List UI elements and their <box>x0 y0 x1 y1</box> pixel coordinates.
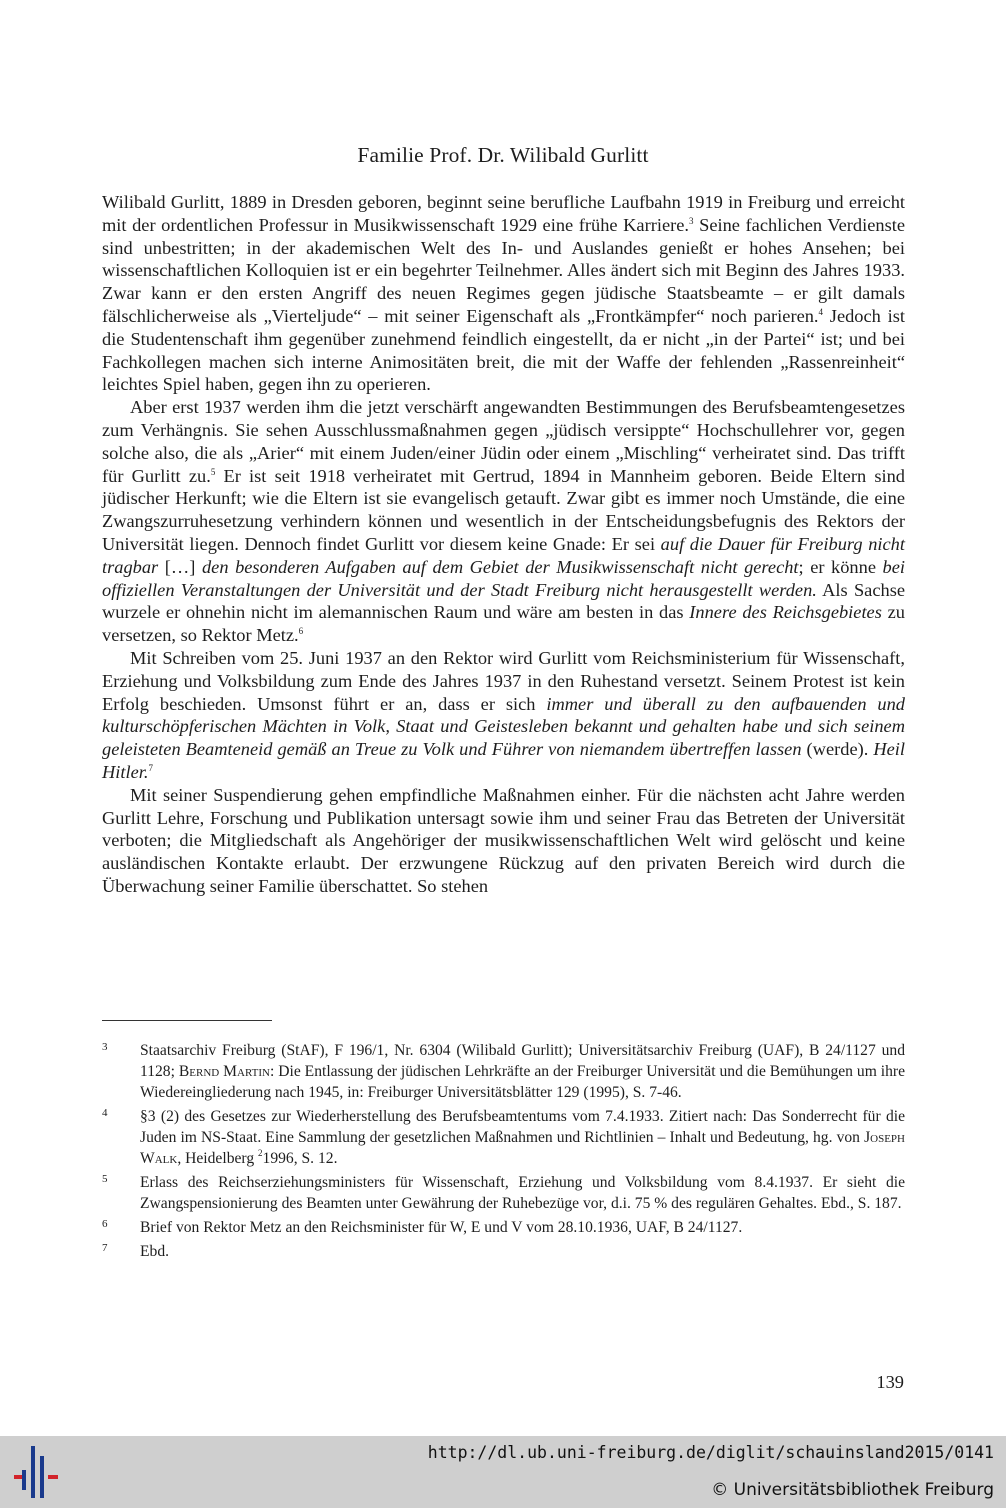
text-run: Aber erst 1937 werden ihm die jetzt verschärft angewandten Bestimmungen des Berufsbeamtengesetzes zum Verhängnis. Sie sehen Ausschlussmaßnahmen gegen „jüdisch versippte“ Hochschullehrer vor, gegen solche also, die als „Arier“ mit einem Juden/einer Jüdin oder einem „Mischling“ verheiratet sind. Das trifft für Gurlitt zu. <box>102 397 905 486</box>
italic-run: Innere des Reichsgebietes <box>689 602 882 623</box>
page-title: Familie Prof. Dr. Wilibald Gurlitt <box>357 143 649 167</box>
italic-run: auf die Dauer für Freiburg nicht tragbar <box>102 533 905 577</box>
text-run: […] <box>158 556 202 577</box>
text-run: Erlass des Reichserziehungsministers für Wissenschaft, Erziehung und Volksbildung vom 8.4.1937. Er sieht die Zwangspensionierung des Beamten unter Gewährung der Ruhebezüge vor, d.i. 75 % des regulären Gehaltes. Ebd., S. 187. <box>140 1174 905 1212</box>
text-run: Mit seiner Suspendierung gehen empfindliche Maßnahmen einher. Für die nächsten acht Jahre werden Gurlitt Lehre, Forschung und Publikation untersagt sowie ihm und seiner Frau das Betreten der Universität verboten; die Mitgliedschaft als Angehöriger der musikwissenschaftlichen Welt wird gelöscht und keine ausländischen Kontakte erlaubt. Der erzwungene Rückzug auf den privaten Bereich wird durch die Überwachung seiner Familie überschattet. So stehen <box>102 784 905 896</box>
footnote-ref: 6 <box>298 626 304 637</box>
text-run: Wilibald Gurlitt, 1889 in Dresden geboren, beginnt seine berufliche Laufbahn 1919 in Freiburg und erreicht mit der ordentlichen Professur in Musikwissenschaft 1929 eine frühe Karriere. <box>102 192 905 235</box>
text-run: zu versetzen, so Rektor Metz. <box>102 602 905 646</box>
footnote-text <box>140 1241 905 1262</box>
italic-run: Heil Hitler. <box>102 739 906 782</box>
italic-run: den besonderen Aufgaben auf dem Gebiet der Musikwissenschaft nicht gerecht <box>201 556 799 577</box>
footnote-ref: 7 <box>148 762 153 773</box>
footer-bar <box>0 1436 1006 1508</box>
paragraph <box>102 784 905 898</box>
text-run: Mit Schreiben vom 25. Juni 1937 an den Rektor wird Gurlitt vom Reichsministerium für Wissenschaft, Erziehung und Volksbildung zum Ende des Jahres 1937 in den Ruhestand versetzt. Seinem Protest ist kein Erfolg beschieden. Umsonst führt er an, dass er sich <box>102 647 905 714</box>
footnote <box>102 1040 905 1103</box>
text-run: Seine fachlichen Verdienste sind unbestritten; in der akademischen Welt des In- und Auslandes genießt er hohes Ansehen; bei wissenschaftlichen Kolloquien ist er ein begehrter Teilnehmer. Alles ändert sich mit Beginn des Jahres 1933. Zwar kann er den ersten Angriff des neuen Regimes gegen jüdische Staatsbeamte – er gilt damals fälschlicherweise als „Vierteljude“ – mit seiner Eigenschaft als „Frontkämpfer“ noch parieren. <box>102 214 905 326</box>
ub-freiburg-logo-icon <box>14 1446 64 1498</box>
footnote <box>102 1241 905 1262</box>
footnote-number: 6 <box>102 1218 108 1230</box>
paragraph <box>102 191 905 396</box>
footnote-number: 5 <box>102 1173 108 1185</box>
text-run: Er ist seit 1918 verheiratet mit Gertrud, 1894 in Mannheim geboren. Beide Eltern sind jüdischer Herkunft; wie die Eltern ist sie evangelisch getauft. Zwar gibt es immer noch Umstände, die eine Zwangszurruhesetzung verhindern können und wesentlich in der Entscheidungsbefugnis des Rektors der Universität liegen. Dennoch findet Gurlitt vor diesem keine Gnade: Er sei <box>102 465 905 554</box>
page-number: 139 <box>876 1372 904 1392</box>
footnote-ref: 5 <box>210 466 216 477</box>
footnote <box>102 1217 905 1238</box>
footnote-number: 3 <box>102 1041 108 1053</box>
footnote-text <box>140 1040 905 1103</box>
footnote-number: 7 <box>102 1242 108 1254</box>
footnote-text <box>140 1217 905 1238</box>
footer-copyright: © Universitätsbibliothek Freiburg <box>711 1480 994 1500</box>
footnote-ref: 3 <box>689 215 694 226</box>
text-run: Brief von Rektor Metz an den Reichsminister für W, E und V vom 28.10.1936, UAF, B 24/1127. <box>140 1219 743 1236</box>
footnote-text <box>140 1106 905 1169</box>
footnote-ref: 2 <box>258 1148 263 1158</box>
text-run: , Heidelberg <box>177 1150 259 1167</box>
paragraph <box>102 647 905 784</box>
footnotes <box>102 1040 905 1265</box>
body-text <box>102 191 905 898</box>
footnote-ref: 4 <box>818 306 824 317</box>
footnote <box>102 1172 905 1214</box>
text-run: 1996, S. 12. <box>262 1150 338 1167</box>
footnote-rule <box>102 1020 272 1021</box>
text-run: Ebd. <box>140 1243 170 1260</box>
author-name: Joseph Walk <box>140 1129 905 1167</box>
footnote-text <box>140 1172 905 1214</box>
italic-run: immer und überall zu den aufbauenden und kulturschöpferischen Mächten in Volk, Staat und Geistesleben bekannt und gehalten habe und sich seinem geleisteten Beamteneid gemäß an Treue zu Volk und Führer von niemandem übertreffen lassen <box>102 693 905 760</box>
text-run: ; er könne <box>798 556 883 577</box>
author-name: Bernd Martin <box>178 1063 270 1080</box>
text-run: : Die Entlassung der jüdischen Lehrkräfte an der Freiburger Universität und die Bemühungen um ihre Wiedereingliederung nach 1945, in: Freiburger Universitätsblätter 129 (1995), S. 7-46. <box>140 1063 905 1101</box>
paragraph <box>102 396 905 647</box>
text-run: Staatsarchiv Freiburg (StAF), F 196/1, Nr. 6304 (Wilibald Gurlitt); Universitätsarchiv Freiburg (UAF), B 24/1127 und 1128; <box>140 1042 905 1080</box>
footnote <box>102 1106 905 1169</box>
text-run: Als Sachse wurzele er ohnehin nicht im alemannischen Raum und wäre am besten in das <box>102 579 906 623</box>
text-run: (werde). <box>801 739 874 760</box>
text-run: Jedoch ist die Studentenschaft ihm gegenüber zunehmend feindlich eingestellt, da er nicht „in der Partei“ ist; und bei Fachkollegen machen sich interne Animositäten breit, die mit der Waffe der fehlenden „Rassenreinheit“ leichtes Spiel haben, gegen ihn zu operieren. <box>102 305 905 395</box>
footnote-number: 4 <box>102 1107 108 1119</box>
italic-run: bei offiziellen Veranstaltungen der Universität und der Stadt Freiburg nicht herausgestellt werden. <box>102 556 906 600</box>
footer-url-link[interactable]: http://dl.ub.uni-freiburg.de/diglit/schauinsland2015/0141 <box>427 1443 994 1462</box>
text-run: §3 (2) des Gesetzes zur Wiederherstellung des Berufsbeamtentums vom 7.4.1933. Zitiert nach: Das Sonderrecht für die Juden im NS-Staat. Eine Sammlung der gesetzlichen Maßnahmen und Richtlinien – Inhalt und Bedeutung, hg. von <box>140 1108 905 1146</box>
